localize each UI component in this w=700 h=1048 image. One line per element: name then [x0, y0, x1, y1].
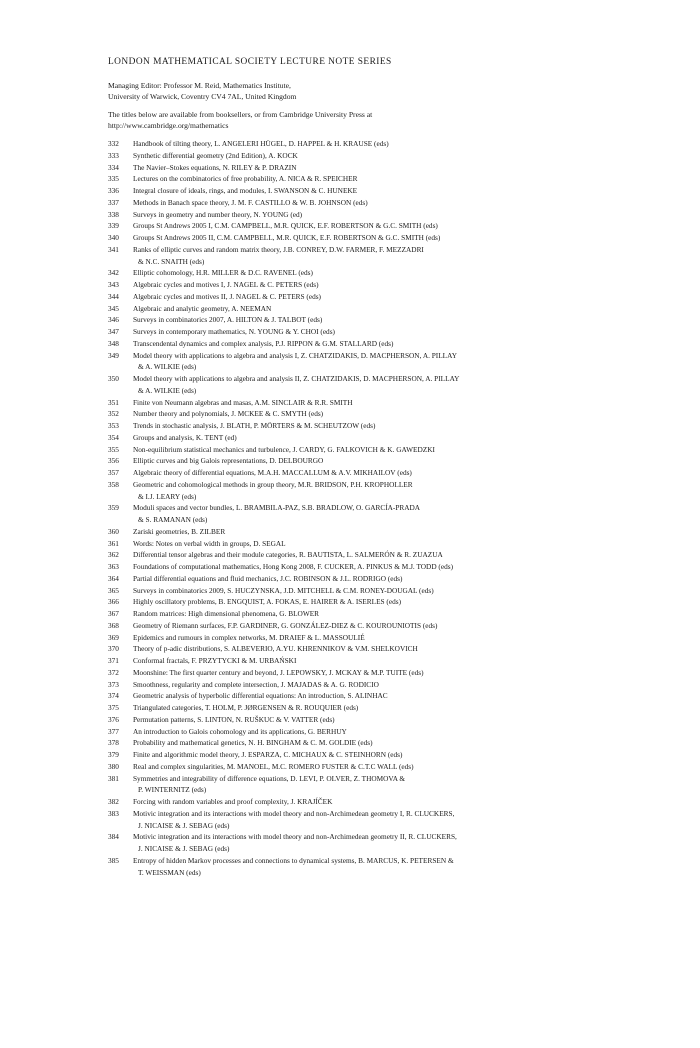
managing-editor-line: Managing Editor: Professor M. Reid, Mathematics Institute, [108, 81, 291, 90]
volume-entry [133, 138, 608, 150]
list-item [108, 726, 608, 738]
volume-entry [133, 714, 608, 726]
volume-number: 379 [108, 750, 119, 759]
list-item [108, 467, 608, 479]
volume-entry [133, 350, 608, 374]
volume-title-continuation: T. WEISSMAN (eds) [138, 867, 201, 877]
volume-title: Handbook of tilting theory, L. ANGELERI HÜGEL, D. HAPPEL & H. KRAUSE (eds) [133, 139, 389, 148]
volume-title: Conformal fractals, F. PRZYTYCKI & M. URBAŃSKI [133, 656, 297, 665]
volume-entry [133, 749, 608, 761]
volume-number: 373 [108, 679, 119, 689]
volume-number: 364 [108, 573, 119, 583]
volume-entry [133, 338, 608, 350]
list-item [108, 185, 608, 197]
list-item [108, 796, 608, 808]
volume-entry [133, 596, 608, 608]
volume-number: 336 [108, 186, 119, 195]
volume-title: Zariski geometries, B. ZILBER [133, 526, 226, 536]
volume-number: 350 [108, 374, 119, 383]
volume-title-continuation: P. WINTERNITZ (eds) [138, 785, 207, 795]
volume-entry [133, 796, 608, 808]
volume-entry [133, 479, 608, 503]
volume-entry [133, 420, 608, 432]
volume-entry [133, 538, 608, 550]
volume-title: Geometry of Riemann surfaces, F.P. GARDINER, G. GONZÁLEZ-DIEZ & C. KOUROUNIOTIS (eds) [133, 620, 438, 630]
volume-number: 380 [108, 761, 119, 771]
volume-title: Real and complex singularities, M. MANOEL, M.C. ROMERO FUSTER & C.T.C WALL (eds) [133, 761, 414, 771]
list-item [108, 585, 608, 597]
volume-entry [133, 432, 608, 444]
volume-title: Model theory with applications to algebra and analysis II, Z. CHATZIDAKIS, D. MACPHERSON, A. PILLAY [133, 374, 460, 383]
list-item [108, 338, 608, 350]
list-item [108, 831, 608, 855]
list-item [108, 479, 608, 503]
volume-entry [133, 655, 608, 667]
volume-entry [133, 397, 608, 409]
volume-number: 346 [108, 315, 119, 325]
volume-title: Integral closure of ideals, rings, and modules, I. SWANSON & C. HUNEKE [133, 186, 358, 195]
volume-number: 345 [108, 303, 119, 313]
volume-number: 348 [108, 338, 119, 348]
volume-title-continuation: & S. RAMANAN (eds) [138, 515, 208, 524]
managing-editor-address: University of Warwick, Coventry CV4 7AL, United Kingdom [108, 92, 297, 101]
list-item [108, 314, 608, 326]
volume-title: Non-equilibrium statistical mechanics and turbulence, J. CARDY, G. FALKOVICH & K. GAWEDZKI [133, 444, 435, 454]
list-item [108, 162, 608, 174]
availability-text: The titles below are available from booksellers, or from Cambridge University Press at [108, 110, 373, 119]
volume-entry [133, 761, 608, 773]
volume-number: 359 [108, 503, 119, 513]
volume-title: Forcing with random variables and proof complexity, J. KRAJÍČEK [133, 797, 333, 806]
volume-entry [133, 643, 608, 655]
list-item [108, 502, 608, 526]
list-item [108, 291, 608, 303]
volume-number: 332 [108, 139, 119, 148]
volume-title-continuation: & I.J. LEARY (eds) [138, 491, 197, 501]
volume-entry [133, 467, 608, 479]
volume-title: Theory of p-adic distributions, S. ALBEVERIO, A.YU. KHRENNIKOV & V.M. SHELKOVICH [133, 644, 418, 654]
volume-number: 351 [108, 397, 119, 407]
volume-title-continuation: J. NICAISE & J. SEBAG (eds) [138, 820, 230, 830]
volume-entry [133, 303, 608, 315]
volume-number: 369 [108, 632, 119, 642]
volume-title: Finite von Neumann algebras and masas, A.M. SINCLAIR & R.R. SMITH [133, 397, 353, 407]
list-item [108, 737, 608, 749]
volume-number: 356 [108, 456, 119, 466]
list-item [108, 244, 608, 268]
volume-entry [133, 173, 608, 185]
list-item [108, 679, 608, 691]
volume-entry [133, 244, 608, 268]
volume-entry [133, 267, 608, 279]
volume-number: 335 [108, 174, 119, 184]
volume-title: Algebraic and analytic geometry, A. NEEMAN [133, 303, 272, 313]
volume-title: Groups and analysis, K. TENT (ed) [133, 432, 237, 442]
series-title: LONDON MATHEMATICAL SOCIETY LECTURE NOTE SERIES [108, 57, 392, 67]
volume-title: Symmetries and integrability of difference equations, D. LEVI, P. OLVER, Z. THOMOVA & [133, 773, 406, 783]
volume-number: 365 [108, 585, 119, 595]
title-list [108, 138, 608, 878]
list-item [108, 220, 608, 232]
list-item [108, 408, 608, 420]
list-item [108, 232, 608, 244]
volume-title: Entropy of hidden Markov processes and connections to dynamical systems, B. MARCUS, K. PETERSEN & [133, 855, 454, 865]
list-item [108, 350, 608, 374]
volume-title: Partial differential equations and fluid mechanics, J.C. ROBINSON & J.L. RODRIGO (eds) [133, 573, 403, 583]
volume-entry [133, 279, 608, 291]
volume-number: 354 [108, 432, 119, 442]
volume-number: 349 [108, 350, 119, 360]
list-item [108, 173, 608, 185]
volume-title: Smoothness, regularity and complete intersection, J. MAJADAS & A. G. RODICIO [133, 679, 379, 689]
volume-title: Permutation patterns, S. LINTON, N. RUŠKUC & V. VATTER (eds) [133, 714, 335, 724]
volume-title: Methods in Banach space theory, J. M. F. CASTILLO & W. B. JOHNSON (eds) [133, 197, 368, 207]
volume-number: 378 [108, 738, 119, 748]
volume-number: 357 [108, 468, 119, 477]
volume-entry [133, 526, 608, 538]
list-item [108, 526, 608, 538]
volume-entry [133, 808, 608, 832]
volume-entry [133, 679, 608, 691]
volume-entry [133, 561, 608, 573]
volume-number: 355 [108, 444, 119, 454]
volume-title: Random matrices: High dimensional phenomena, G. BLOWER [133, 609, 320, 618]
volume-entry [133, 326, 608, 338]
volume-number: 372 [108, 667, 119, 677]
list-item [108, 150, 608, 162]
list-item [108, 138, 608, 150]
volume-entry [133, 737, 608, 749]
volume-number: 366 [108, 597, 119, 607]
list-item [108, 538, 608, 550]
list-item [108, 373, 608, 397]
volume-title-continuation: & A. WILKIE (eds) [138, 362, 197, 372]
volume-entry [133, 408, 608, 420]
volume-number: 353 [108, 421, 119, 430]
volume-title: Algebraic cycles and motives I, J. NAGEL & C. PETERS (eds) [133, 280, 319, 289]
book-series-page [108, 57, 608, 878]
volume-number: 367 [108, 609, 119, 618]
list-item [108, 761, 608, 773]
volume-entry [133, 702, 608, 714]
list-item [108, 702, 608, 714]
volume-number: 342 [108, 268, 119, 278]
volume-title: Finite and algorithmic model theory, J. ESPARZA, C. MICHAUX & C. STEINHORN (eds) [133, 750, 403, 759]
volume-title: Moonshine: The first quarter century and beyond, J. LEPOWSKY, J. MCKAY & M.P. TUITE (eds) [133, 667, 424, 677]
list-item [108, 855, 608, 879]
list-item [108, 267, 608, 279]
list-item [108, 303, 608, 315]
volume-number: 376 [108, 714, 119, 724]
volume-title: Highly oscillatory problems, B. ENGQUIST, A. FOKAS, E. HAIRER & A. ISERLES (eds) [133, 597, 402, 607]
list-item [108, 643, 608, 655]
volume-entry [133, 726, 608, 738]
volume-entry [133, 632, 608, 644]
volume-title: Synthetic differential geometry (2nd Edition), A. KOCK [133, 150, 298, 160]
list-item [108, 714, 608, 726]
volume-number: 383 [108, 808, 119, 818]
list-item [108, 773, 608, 797]
volume-number: 375 [108, 703, 119, 712]
volume-number: 334 [108, 162, 119, 172]
list-item [108, 420, 608, 432]
volume-number: 381 [108, 773, 119, 783]
volume-entry [133, 220, 608, 232]
volume-title: Algebraic theory of differential equations, M.A.H. MACCALLUM & A.V. MIKHAILOV (eds) [133, 468, 412, 477]
volume-title: Words: Notes on verbal width in groups, D. SEGAL [133, 538, 286, 548]
volume-entry [133, 314, 608, 326]
volume-entry [133, 831, 608, 855]
volume-number: 368 [108, 620, 119, 630]
list-item [108, 749, 608, 761]
list-item [108, 197, 608, 209]
volume-title: An introduction to Galois cohomology and its applications, G. BERHUY [133, 726, 347, 736]
list-item [108, 326, 608, 338]
volume-number: 333 [108, 150, 119, 160]
volume-number: 360 [108, 526, 119, 536]
volume-number: 363 [108, 562, 119, 571]
volume-title: Elliptic cohomology, H.R. MILLER & D.C. RAVENEL (eds) [133, 268, 313, 278]
volume-number: 347 [108, 327, 119, 336]
volume-entry [133, 444, 608, 456]
list-item [108, 632, 608, 644]
volume-number: 340 [108, 233, 119, 242]
volume-title: Motivic integration and its interactions with model theory and non-Archimedean geometry I, R. CLUCKERS, [133, 808, 455, 818]
volume-title: Transcendental dynamics and complex analysis, P.J. RIPPON & G.M. STALLARD (eds) [133, 338, 394, 348]
volume-title: Triangulated categories, T. HOLM, P. JØRGENSEN & R. ROUQUIER (eds) [133, 703, 359, 712]
volume-title: Trends in stochastic analysis, J. BLATH, P. MÖRTERS & M. SCHEUTZOW (eds) [133, 421, 376, 430]
volume-entry [133, 549, 608, 561]
volume-number: 370 [108, 644, 119, 654]
volume-entry [133, 585, 608, 597]
list-item [108, 549, 608, 561]
volume-title: Elliptic curves and big Galois representations, D. DELBOURGO [133, 456, 324, 466]
list-item [108, 690, 608, 702]
volume-entry [133, 855, 608, 879]
availability-block [108, 109, 608, 131]
volume-title: Ranks of elliptic curves and random matrix theory, J.B. CONREY, D.W. FARMER, F. MEZZADRI [133, 244, 424, 254]
list-item [108, 808, 608, 832]
volume-entry [133, 185, 608, 197]
volume-number: 337 [108, 197, 119, 207]
volume-entry [133, 502, 608, 526]
volume-entry [133, 197, 608, 209]
volume-entry [133, 291, 608, 303]
list-item [108, 655, 608, 667]
list-item [108, 561, 608, 573]
list-item [108, 397, 608, 409]
volume-title: Surveys in combinatorics 2007, A. HILTON & J. TALBOT (eds) [133, 315, 323, 325]
list-item [108, 455, 608, 467]
list-item [108, 444, 608, 456]
list-item [108, 620, 608, 632]
volume-entry [133, 232, 608, 244]
volume-number: 339 [108, 221, 119, 231]
volume-number: 338 [108, 209, 119, 219]
volume-entry [133, 620, 608, 632]
volume-entry [133, 373, 608, 397]
volume-title: Surveys in contemporary mathematics, N. YOUNG & Y. CHOI (eds) [133, 327, 335, 336]
volume-number: 362 [108, 550, 119, 560]
volume-entry [133, 573, 608, 585]
volume-number: 358 [108, 479, 119, 489]
volume-title-continuation: J. NICAISE & J. SEBAG (eds) [138, 844, 230, 853]
volume-entry [133, 608, 608, 620]
volume-entry [133, 690, 608, 702]
volume-number: 361 [108, 538, 119, 548]
list-item [108, 432, 608, 444]
volume-title: Probability and mathematical genetics, N. H. BINGHAM & C. M. GOLDIE (eds) [133, 738, 373, 748]
volume-title: Model theory with applications to algebra and analysis I, Z. CHATZIDAKIS, D. MACPHERSON, A. PILLAY [133, 350, 458, 360]
list-item [108, 667, 608, 679]
volume-number: 385 [108, 855, 119, 865]
volume-title: Geometric analysis of hyperbolic differential equations: An introduction, S. ALINHAC [133, 691, 388, 701]
volume-number: 377 [108, 726, 119, 736]
volume-number: 384 [108, 832, 119, 842]
volume-title-continuation: & N.C. SNAITH (eds) [138, 256, 205, 266]
volume-entry [133, 667, 608, 679]
volume-entry [133, 455, 608, 467]
volume-number: 352 [108, 409, 119, 419]
managing-editor-block [108, 80, 608, 102]
list-item [108, 209, 608, 221]
volume-number: 344 [108, 291, 119, 301]
volume-title: The Navier–Stokes equations, N. RILEY & P. DRAZIN [133, 162, 297, 172]
list-item [108, 608, 608, 620]
volume-title: Foundations of computational mathematics, Hong Kong 2008, F. CUCKER, A. PINKUS & M.J. TODD (eds) [133, 562, 453, 571]
volume-title: Surveys in geometry and number theory, N. YOUNG (ed) [133, 209, 303, 219]
volume-title: Moduli spaces and vector bundles, L. BRAMBILA-PAZ, S.B. BRADLOW, O. GARCÍA-PRADA [133, 503, 421, 513]
volume-title: Groups St Andrews 2005 II, C.M. CAMPBELL, M.R. QUICK, E.F. ROBERTSON & G.C. SMITH (eds) [133, 233, 441, 242]
volume-title: Lectures on the combinatorics of free probability, A. NICA & R. SPEICHER [133, 174, 358, 184]
list-item [108, 279, 608, 291]
list-item [108, 573, 608, 585]
volume-number: 343 [108, 280, 119, 289]
volume-title: Surveys in combinatorics 2009, S. HUCZYNSKA, J.D. MITCHELL & C.M. RONEY-DOUGAL (eds) [133, 585, 434, 595]
availability-url: http://www.cambridge.org/mathematics [108, 121, 229, 130]
volume-number: 371 [108, 656, 119, 665]
volume-entry [133, 773, 608, 797]
volume-title: Groups St Andrews 2005 I, C.M. CAMPBELL, M.R. QUICK, E.F. ROBERTSON & G.C. SMITH (eds) [133, 221, 438, 231]
volume-title: Motivic integration and its interactions with model theory and non-Archimedean geometry II, R. CLUCKERS, [133, 832, 457, 842]
volume-title: Differential tensor algebras and their module categories, R. BAUTISTA, L. SALMERÓN & R. ZUAZUA [133, 550, 443, 560]
volume-number: 374 [108, 691, 119, 701]
volume-entry [133, 162, 608, 174]
volume-title: Number theory and polynomials, J. MCKEE & C. SMYTH (eds) [133, 409, 324, 419]
volume-title-continuation: & A. WILKIE (eds) [138, 385, 197, 395]
volume-title: Epidemics and rumours in complex networks, M. DRAIEF & L. MASSOULIÉ [133, 632, 365, 642]
volume-entry [133, 150, 608, 162]
list-item [108, 596, 608, 608]
volume-number: 341 [108, 244, 119, 254]
volume-number: 382 [108, 797, 119, 806]
volume-title: Algebraic cycles and motives II, J. NAGEL & C. PETERS (eds) [133, 291, 321, 301]
volume-title: Geometric and cohomological methods in group theory, M.R. BRIDSON, P.H. KROPHOLLER [133, 479, 413, 489]
volume-entry [133, 209, 608, 221]
